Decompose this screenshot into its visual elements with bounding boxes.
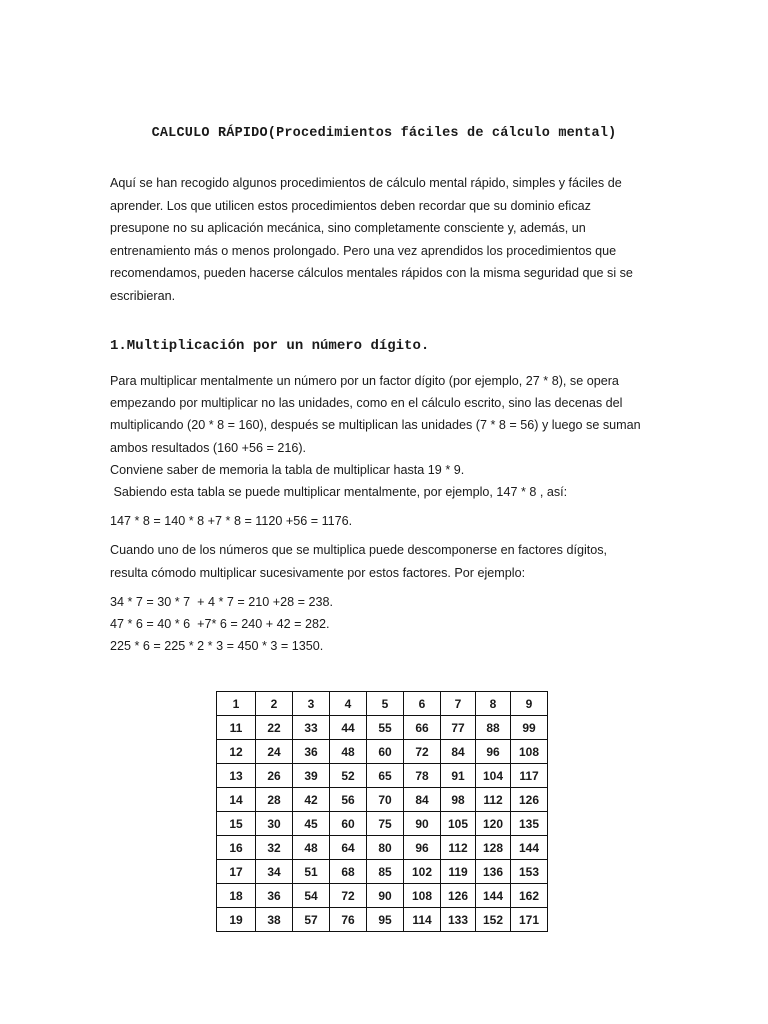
- table-cell: 3: [293, 692, 330, 716]
- table-cell: 136: [476, 860, 511, 884]
- example-line: 34 * 7 = 30 * 7 + 4 * 7 = 210 +28 = 238.: [110, 595, 334, 609]
- paragraph-line: resulta cómodo multiplicar sucesivamente por estos factores. Por ejemplo:: [110, 565, 526, 580]
- section-1-paragraph-2: [110, 539, 670, 584]
- table-cell: 51: [293, 860, 330, 884]
- table-cell: 68: [330, 860, 367, 884]
- table-cell: 45: [293, 812, 330, 836]
- table-cell: 22: [256, 716, 293, 740]
- table-cell: 96: [476, 740, 511, 764]
- table-cell: 108: [511, 740, 548, 764]
- table-cell: 120: [476, 812, 511, 836]
- table-cell: 133: [441, 908, 476, 932]
- table-cell: 36: [256, 884, 293, 908]
- table-cell: 28: [256, 788, 293, 812]
- table-cell: 9: [511, 692, 548, 716]
- intro-paragraph: [110, 172, 670, 307]
- table-cell: 6: [404, 692, 441, 716]
- table-cell: 126: [441, 884, 476, 908]
- table-cell: 38: [256, 908, 293, 932]
- table-cell: 11: [217, 716, 256, 740]
- intro-line: escribieran.: [110, 288, 176, 303]
- table-cell: 54: [293, 884, 330, 908]
- table-cell: 15: [217, 812, 256, 836]
- table-row: [217, 836, 548, 860]
- table-cell: 55: [367, 716, 404, 740]
- table-cell: 76: [330, 908, 367, 932]
- table-row: [217, 908, 548, 932]
- intro-line: aprender. Los que utilicen estos procedimientos deben recordar que su dominio eficaz: [110, 198, 591, 213]
- table-cell: 84: [441, 740, 476, 764]
- table-cell: 162: [511, 884, 548, 908]
- table-cell: 72: [330, 884, 367, 908]
- paragraph-line: ambos resultados (160 +56 = 216).: [110, 440, 307, 455]
- table-cell: 33: [293, 716, 330, 740]
- table-cell: 70: [367, 788, 404, 812]
- table-cell: 48: [330, 740, 367, 764]
- table-cell: 57: [293, 908, 330, 932]
- table-cell: 1: [217, 692, 256, 716]
- table-cell: 126: [511, 788, 548, 812]
- table-cell: 56: [330, 788, 367, 812]
- table-cell: 117: [511, 764, 548, 788]
- table-row: [217, 764, 548, 788]
- table-cell: 12: [217, 740, 256, 764]
- table-cell: 13: [217, 764, 256, 788]
- table-cell: 112: [476, 788, 511, 812]
- table-cell: 144: [476, 884, 511, 908]
- table-cell: 119: [441, 860, 476, 884]
- table-cell: 105: [441, 812, 476, 836]
- table-cell: 60: [367, 740, 404, 764]
- table-cell: 4: [330, 692, 367, 716]
- paragraph-line: Sabiendo esta tabla se puede multiplicar mentalmente, por ejemplo, 147 * 8 , así:: [110, 485, 568, 500]
- table-cell: 72: [404, 740, 441, 764]
- table-cell: 128: [476, 836, 511, 860]
- table-cell: 112: [441, 836, 476, 860]
- table-cell: 75: [367, 812, 404, 836]
- table-cell: 90: [367, 884, 404, 908]
- table-cell: 77: [441, 716, 476, 740]
- table-row: [217, 884, 548, 908]
- table-cell: 98: [441, 788, 476, 812]
- table-cell: 78: [404, 764, 441, 788]
- table-cell: 26: [256, 764, 293, 788]
- table-cell: 104: [476, 764, 511, 788]
- table-cell: 42: [293, 788, 330, 812]
- example-line: 47 * 6 = 40 * 6 +7* 6 = 240 + 42 = 282.: [110, 617, 330, 631]
- example-147x8: 147 * 8 = 140 * 8 +7 * 8 = 1120 +56 = 1176.: [110, 514, 353, 528]
- table-cell: 17: [217, 860, 256, 884]
- table-cell: 39: [293, 764, 330, 788]
- table-cell: 144: [511, 836, 548, 860]
- table-cell: 7: [441, 692, 476, 716]
- paragraph-line: multiplicando (20 * 8 = 160), después se multiplican las unidades (7 * 8 = 56) y luego se suman: [110, 418, 641, 433]
- table-row: [217, 812, 548, 836]
- table-cell: 44: [330, 716, 367, 740]
- table-cell: 84: [404, 788, 441, 812]
- table-cell: 30: [256, 812, 293, 836]
- table-cell: 14: [217, 788, 256, 812]
- table-cell: 64: [330, 836, 367, 860]
- table-row: [217, 860, 548, 884]
- table-cell: 60: [330, 812, 367, 836]
- table-cell: 24: [256, 740, 293, 764]
- table-cell: 102: [404, 860, 441, 884]
- table-cell: 152: [476, 908, 511, 932]
- table-row: [217, 716, 548, 740]
- intro-line: entrenamiento más o menos prolongado. Pero una vez aprendidos los procedimientos que: [110, 243, 617, 258]
- table-row: [217, 692, 548, 716]
- example-line: 225 * 6 = 225 * 2 * 3 = 450 * 3 = 1350.: [110, 639, 324, 653]
- table-cell: 36: [293, 740, 330, 764]
- table-cell: 66: [404, 716, 441, 740]
- paragraph-line: Para multiplicar mentalmente un número por un factor dígito (por ejemplo, 27 * 8), se opera: [110, 374, 619, 388]
- table-cell: 135: [511, 812, 548, 836]
- table-cell: 16: [217, 836, 256, 860]
- table-cell: 65: [367, 764, 404, 788]
- table-cell: 114: [404, 908, 441, 932]
- table-cell: 95: [367, 908, 404, 932]
- table-cell: 171: [511, 908, 548, 932]
- table-cell: 34: [256, 860, 293, 884]
- section-1-paragraph-1: [110, 370, 670, 503]
- table-cell: 88: [476, 716, 511, 740]
- document-title: CALCULO RÁPIDO(Procedimientos fáciles de cálculo mental): [151, 126, 617, 141]
- intro-line: recomendamos, pueden hacerse cálculos mentales rápidos con la misma seguridad que si se: [110, 266, 633, 280]
- factor-examples: [110, 591, 670, 657]
- table-cell: 18: [217, 884, 256, 908]
- multiplication-table-body: [217, 692, 548, 932]
- table-cell: 96: [404, 836, 441, 860]
- table-cell: 91: [441, 764, 476, 788]
- table-cell: 99: [511, 716, 548, 740]
- intro-line: Aquí se han recogido algunos procedimientos de cálculo mental rápido, simples y fáciles de: [110, 176, 622, 190]
- section-1-title: 1.Multiplicación por un número dígito.: [110, 338, 430, 354]
- table-row: [217, 788, 548, 812]
- table-cell: 32: [256, 836, 293, 860]
- table-cell: 52: [330, 764, 367, 788]
- table-row: [217, 740, 548, 764]
- table-cell: 48: [293, 836, 330, 860]
- table-cell: 90: [404, 812, 441, 836]
- table-cell: 19: [217, 908, 256, 932]
- table-cell: 80: [367, 836, 404, 860]
- paragraph-line: empezando por multiplicar no las unidades, como en el cálculo escrito, sino las decenas del: [110, 396, 623, 411]
- multiplication-table: [216, 691, 548, 932]
- table-cell: 85: [367, 860, 404, 884]
- table-cell: 5: [367, 692, 404, 716]
- table-cell: 108: [404, 884, 441, 908]
- table-cell: 2: [256, 692, 293, 716]
- table-cell: 153: [511, 860, 548, 884]
- paragraph-line: Cuando uno de los números que se multiplica puede descomponerse en factores dígitos,: [110, 543, 608, 557]
- table-cell: 8: [476, 692, 511, 716]
- intro-line: presupone no su aplicación mecánica, sino completamente consciente y, además, un: [110, 221, 586, 235]
- paragraph-line: Conviene saber de memoria la tabla de multiplicar hasta 19 * 9.: [110, 462, 465, 477]
